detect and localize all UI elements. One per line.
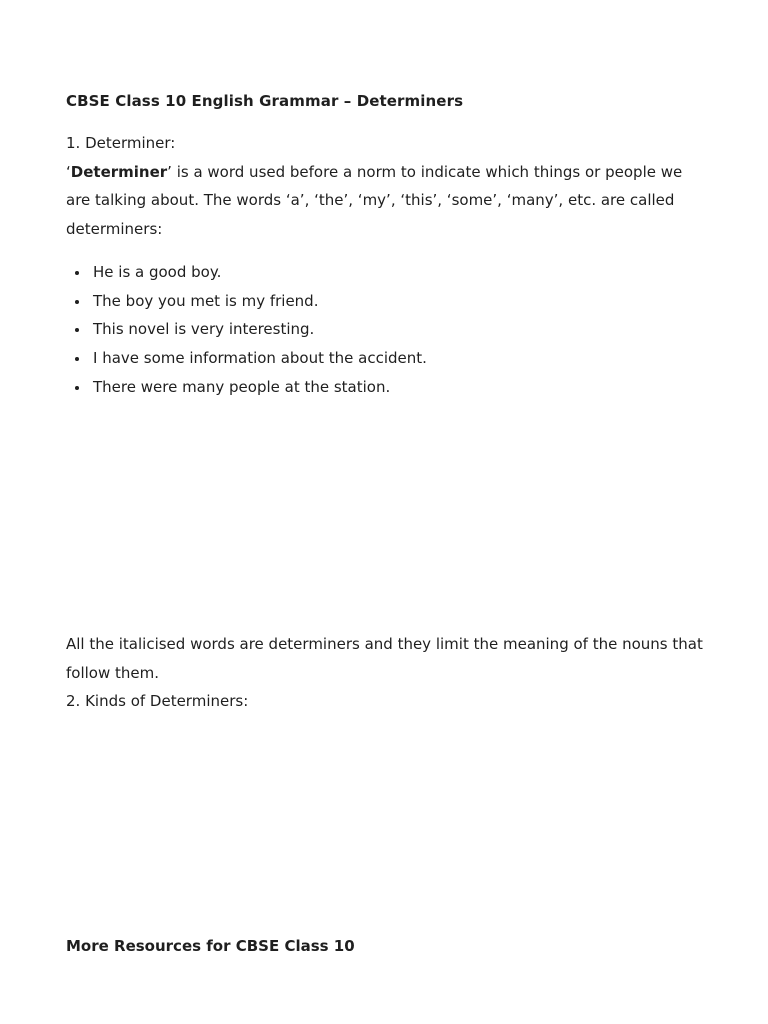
bullet-icon	[75, 328, 79, 332]
example-text: There were many people at the station.	[93, 377, 391, 396]
bullet-icon	[75, 386, 79, 390]
summary-paragraph: All the italicised words are determiners and they limit the meaning of the nouns that follow them.	[66, 635, 703, 682]
list-item	[66, 344, 427, 373]
list-item	[66, 315, 427, 344]
list-item	[66, 373, 427, 402]
definition-open-quote: ‘	[66, 162, 71, 181]
list-item	[66, 258, 427, 287]
example-text: I have some information about the accident.	[93, 349, 427, 368]
definition-text: ’ is a word used before a norm to indicate which things or people we are talking about. The words ‘a’, ‘the’, ‘my’, ‘this’, ‘some’, ‘many’, etc. are called determiners:	[66, 162, 683, 238]
example-text: The boy you met is my friend.	[93, 291, 319, 310]
bullet-icon	[75, 300, 79, 304]
section1-heading: 1. Determiner:	[66, 134, 176, 152]
page-title: CBSE Class 10 English Grammar – Determiners	[66, 92, 464, 110]
example-text: This novel is very interesting.	[93, 320, 315, 339]
more-resources-heading: More Resources for CBSE Class 10	[66, 937, 355, 955]
list-item	[66, 287, 427, 316]
example-text: He is a good boy.	[93, 263, 222, 281]
bullet-icon	[75, 271, 79, 275]
examples-list	[66, 258, 427, 402]
definition-paragraph	[66, 158, 706, 244]
summary-section	[66, 630, 706, 716]
bullet-icon	[75, 357, 79, 361]
definition-term: Determiner	[70, 162, 168, 181]
intro-section	[66, 129, 706, 243]
section2-heading: 2. Kinds of Determiners:	[66, 692, 249, 710]
